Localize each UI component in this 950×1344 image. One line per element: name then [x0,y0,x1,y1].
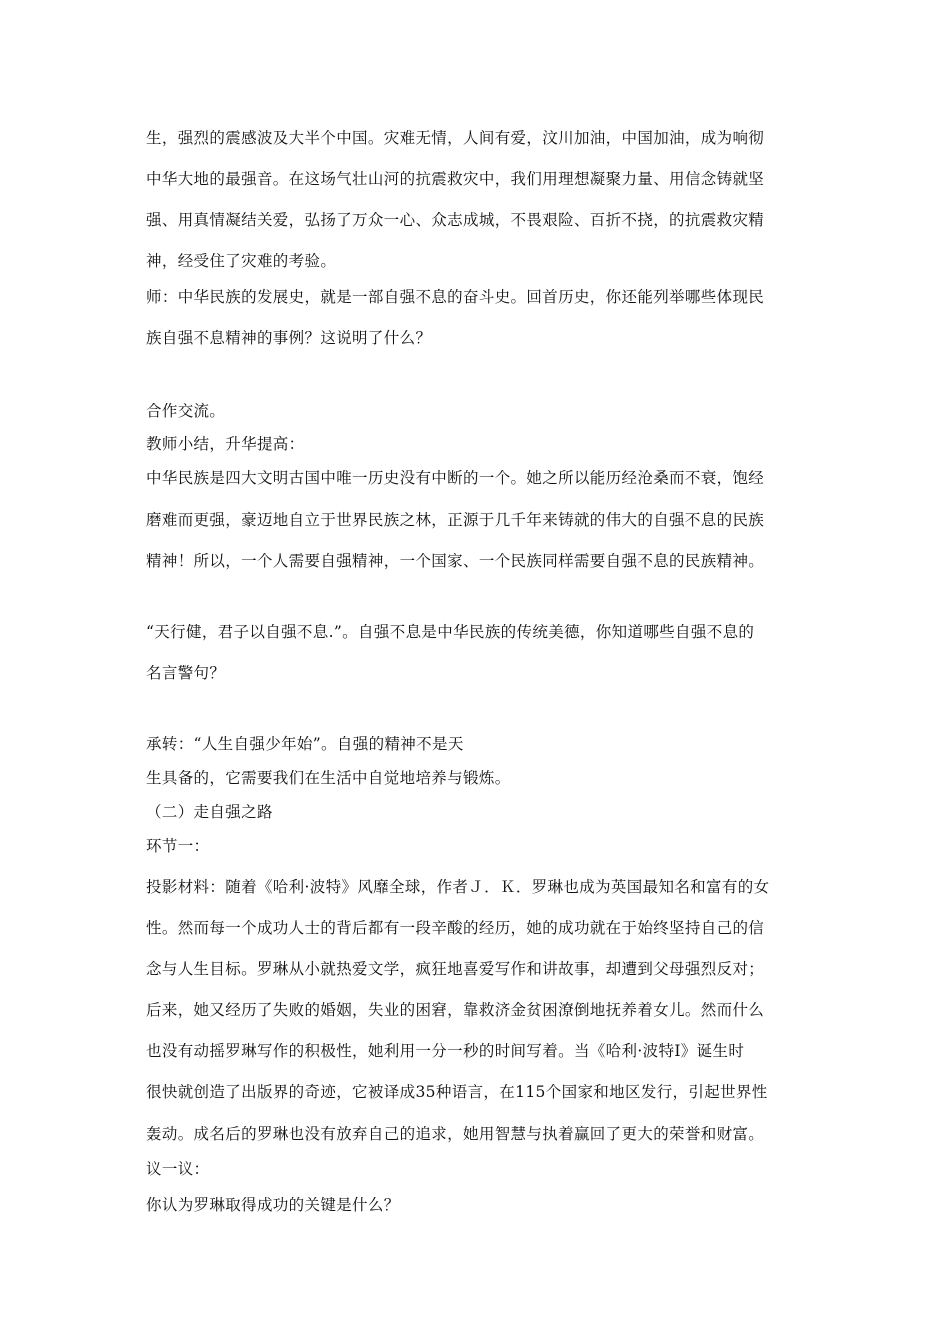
text-line: 强、用真情凝结关爱，弘扬了万众一心、众志成城，不畏艰险、百折不挠，的抗震救灾精 [146,211,765,229]
text-line: 教师小结，升华提高： [146,435,305,453]
text-line: 承转：“人生自强少年始”。自强的精神不是天 [146,735,464,753]
text-line: 名言警句？ [146,664,226,682]
text-line: 神，经受住了灾难的考验。 [146,252,337,270]
text-line: 投影材料：随着《哈利·波特》风靡全球，作者Ｊ．Ｋ．罗琳也成为英国最知名和富有的女 [146,878,770,896]
text-line: 你认为罗琳取得成功的关键是什么？ [146,1196,400,1214]
text-line: 磨难而更强，豪迈地自立于世界民族之林，正源于几千年来铸就的伟大的自强不息的民族 [146,511,765,529]
text-line: 精神！所以，一个人需要自强精神，一个国家、一个民族同样需要自强不息的民族精神。 [146,552,765,570]
text-line: 中华大地的最强音。在这场气壮山河的抗震救灾中，我们用理想凝聚力量、用信念铸就坚 [146,170,765,188]
text-line: 生，强烈的震感波及大半个中国。灾难无情，人间有爱，汶川加油，中国加油，成为响彻 [146,129,765,147]
text-line: 生具备的，它需要我们在生活中自觉地培养与锻炼。 [146,769,511,787]
text-line: 念与人生目标。罗琳从小就热爱文学，疯狂地喜爱写作和讲故事，却遭到父母强烈反对； [146,960,765,978]
text-line: 议一议： [146,1160,210,1178]
text-line: 后来，她又经历了失败的婚姻，失业的困窘，靠救济金贫困潦倒地抚养着女儿。然而什么 [146,1001,765,1019]
text-line: 中华民族是四大文明古国中唯一历史没有中断的一个。她之所以能历经沧桑而不衰，饱经 [146,469,765,487]
text-line: 合作交流。 [146,402,226,420]
text-line: 师：中华民族的发展史，就是一部自强不息的奋斗史。回首历史，你还能列举哪些体现民 [146,288,765,306]
text-line: 族自强不息精神的事例？这说明了什么？ [146,329,432,347]
text-line: 轰动。成名后的罗琳也没有放弃自己的追求，她用智慧与执着赢回了更大的荣誉和财富。 [146,1125,765,1143]
text-line: 环节一： [146,837,210,855]
text-line: “天行健，君子以自强不息.”。自强不息是中华民族的传统美德，你知道哪些自强不息的 [146,623,755,641]
text-line: 也没有动摇罗琳写作的积极性，她利用一分一秒的时间写着。当《哈利·波特Ⅰ》诞生时 [146,1042,745,1060]
text-line: 性。然而每一个成功人士的背后都有一段辛酸的经历，她的成功就在于始终坚持自己的信 [146,919,765,937]
text-line: 很快就创造了出版界的奇迹，它被译成35种语言，在115个国家和地区发行，引起世界性 [146,1083,768,1101]
section-heading: （二）走自强之路 [146,803,273,821]
